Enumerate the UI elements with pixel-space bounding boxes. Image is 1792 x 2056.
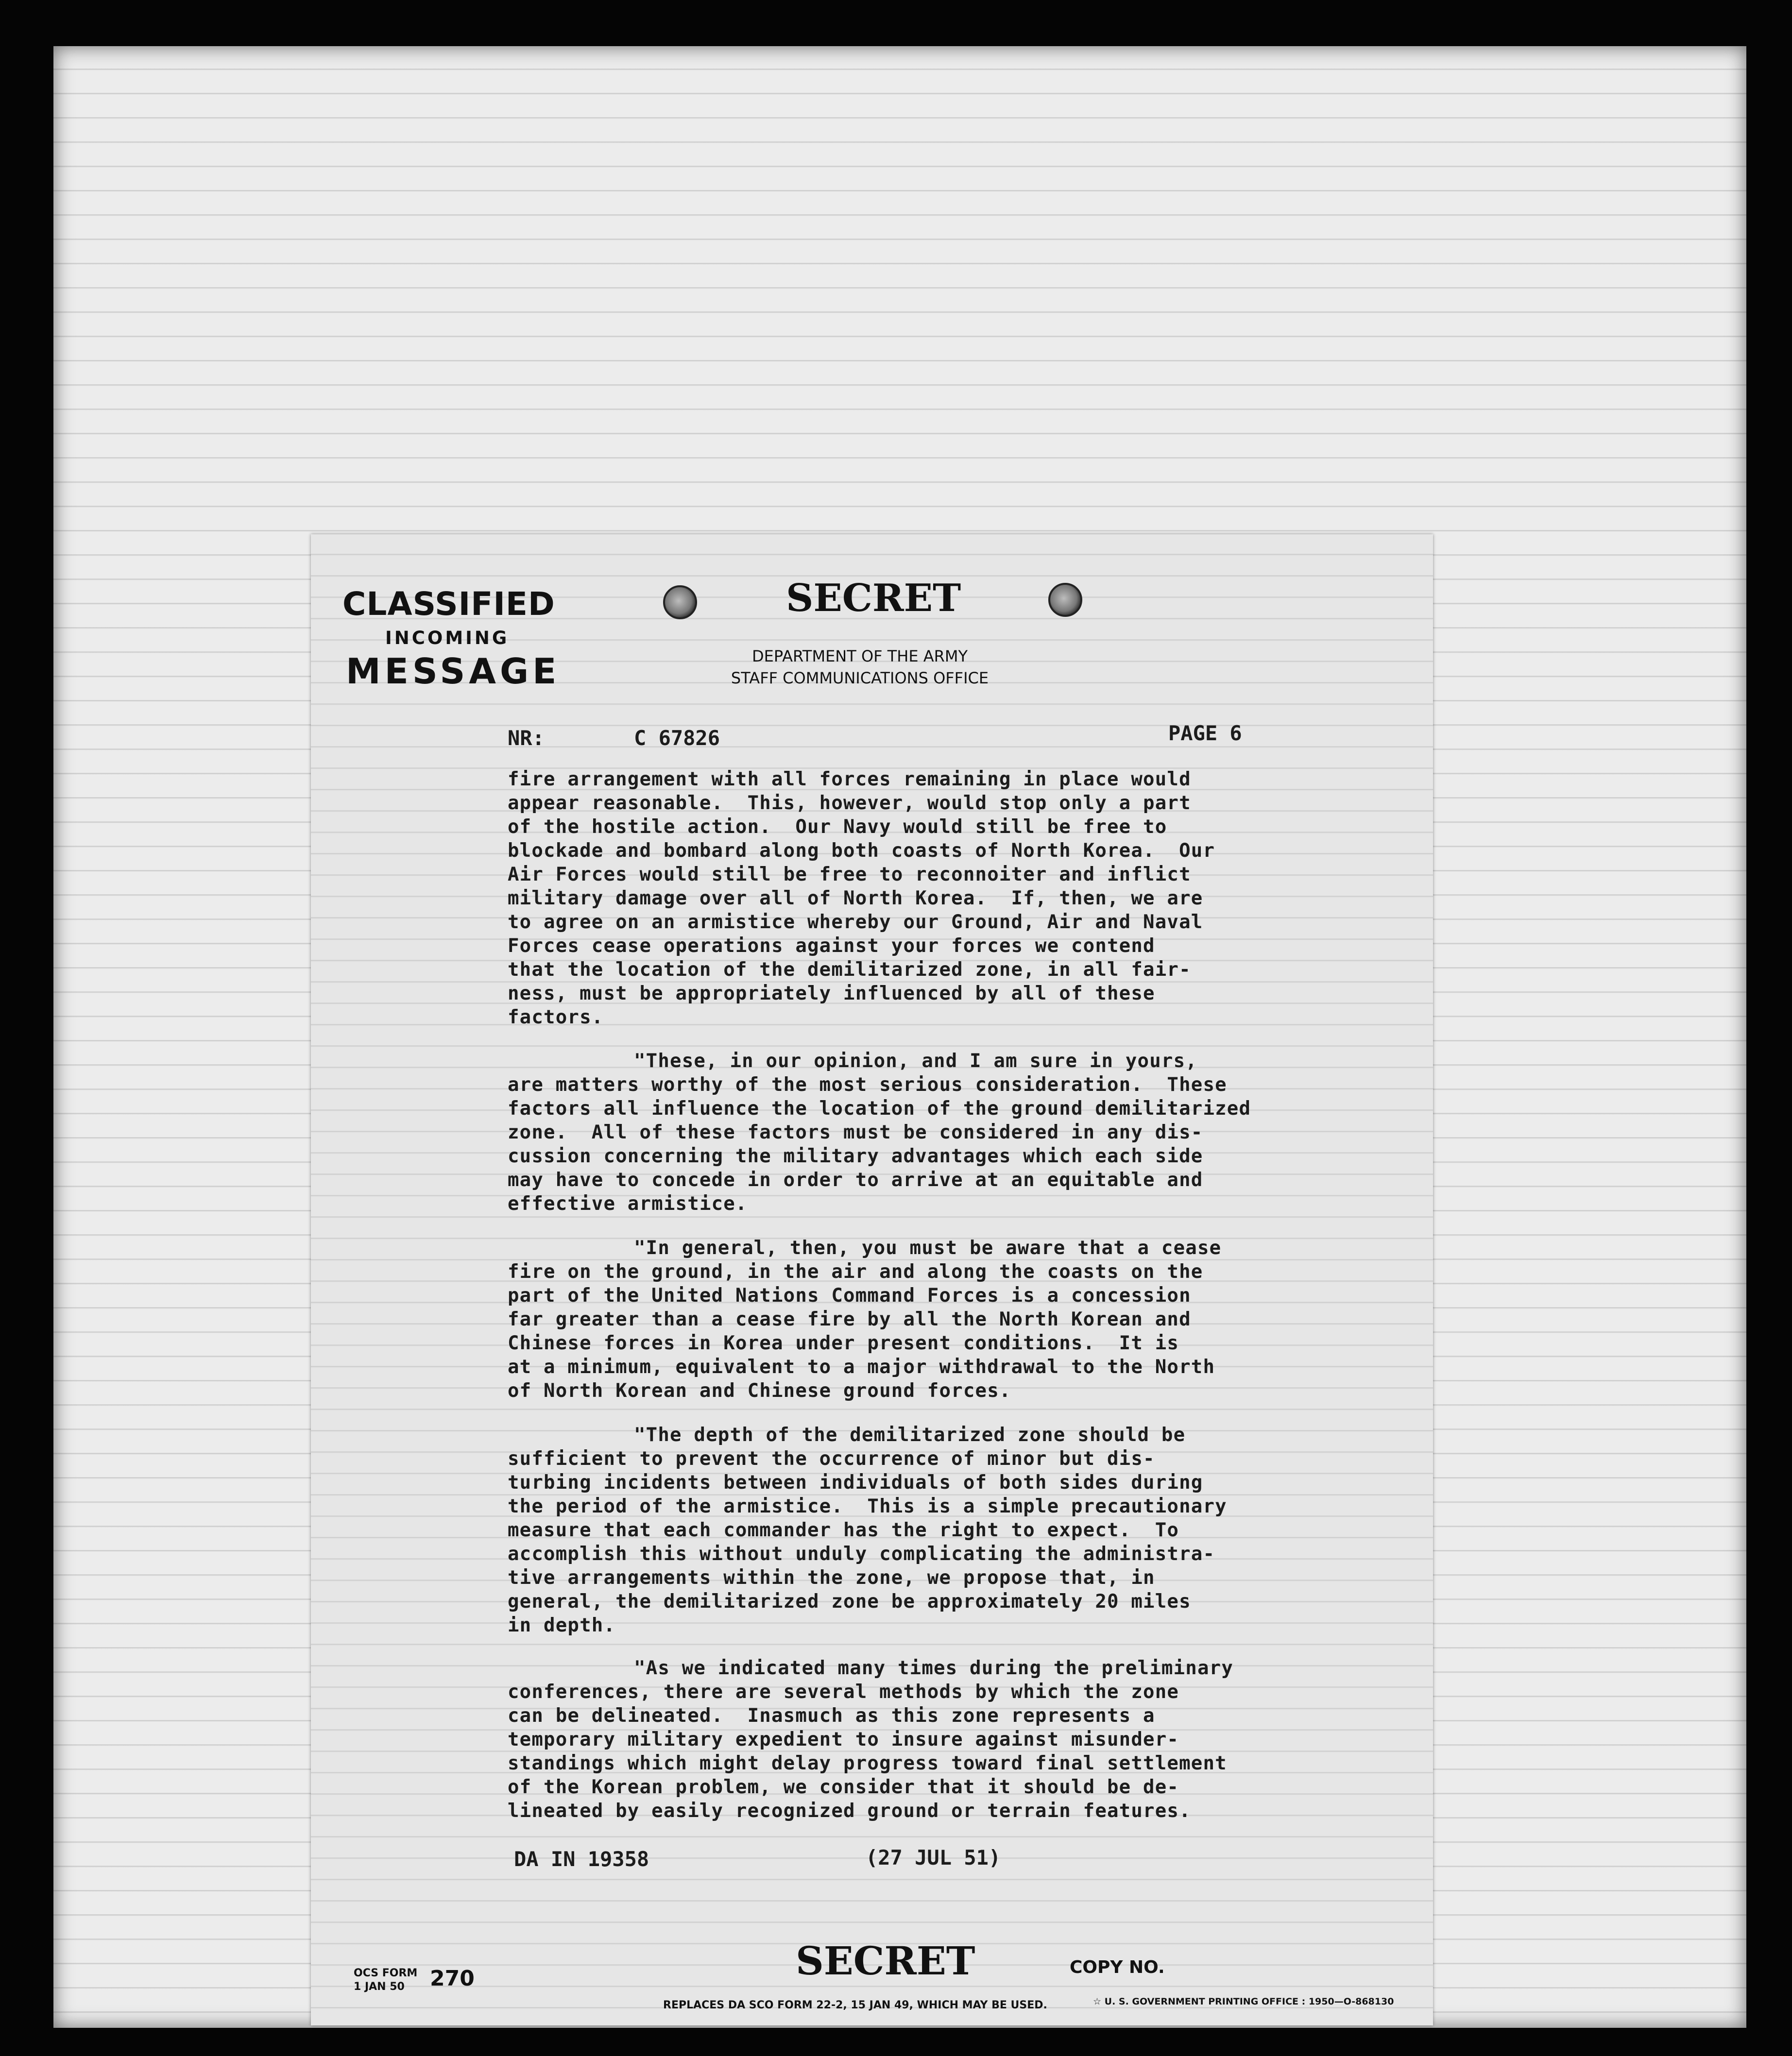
- body-line: blockade and bombard along both coasts of North Korea. Our: [508, 840, 1215, 862]
- form-number: 270: [430, 1966, 475, 1991]
- body-line: general, the demilitarized zone be approximately 20 miles: [508, 1591, 1191, 1613]
- classified-label: CLASSIFIED: [342, 585, 555, 623]
- body-line: turbing incidents between individuals of both sides during: [508, 1472, 1203, 1494]
- body-paragraph-2: [508, 1049, 1397, 1216]
- replaces-note: REPLACES DA SCO FORM 22-2, 15 JAN 49, WHICH MAY BE USED.: [663, 1999, 1047, 2011]
- body-line: "These, in our opinion, and I am sure in yours,: [634, 1050, 1197, 1072]
- body-line: appear reasonable. This, however, would stop only a part: [508, 792, 1191, 814]
- punch-hole-right: [1048, 583, 1082, 617]
- body-line: are matters worthy of the most serious consideration. These: [508, 1074, 1227, 1096]
- body-line: effective armistice.: [508, 1193, 748, 1215]
- body-line: ness, must be appropriately influenced by all of these: [508, 983, 1155, 1004]
- printing-office-note: ☆ U. S. GOVERNMENT PRINTING OFFICE : 1950—O-868130: [1093, 1996, 1394, 2007]
- body-line: factors all influence the location of the ground demilitarized: [508, 1098, 1251, 1120]
- body-line: military damage over all of North Korea. If, then, we are: [508, 887, 1203, 909]
- secret-bottom-label: SECRET: [796, 1938, 975, 1984]
- body-line: factors.: [508, 1006, 604, 1028]
- body-line: that the location of the demilitarized zone, in all fair-: [508, 959, 1191, 981]
- body-line: can be delineated. Inasmuch as this zone represents a: [508, 1705, 1155, 1727]
- body-line: in depth.: [508, 1614, 616, 1636]
- copy-number-label: COPY NO.: [1070, 1957, 1165, 1977]
- punch-hole-left: [663, 585, 697, 619]
- body-line: fire arrangement with all forces remaining in place would: [508, 768, 1191, 790]
- body-line: sufficient to prevent the occurrence of minor but dis-: [508, 1448, 1155, 1470]
- body-line: "As we indicated many times during the preliminary: [634, 1657, 1233, 1679]
- department-label: DEPARTMENT OF THE ARMY: [752, 647, 968, 665]
- body-line: the period of the armistice. This is a simple precautionary: [508, 1495, 1227, 1517]
- body-line: of the hostile action. Our Navy would still be free to: [508, 816, 1167, 838]
- message-date: (27 JUL 51): [866, 1846, 1001, 1869]
- nr-label: NR:: [508, 726, 545, 750]
- body-line: Chinese forces in Korea under present conditions. It is: [508, 1332, 1179, 1354]
- body-line: to agree on an armistice whereby our Ground, Air and Naval: [508, 911, 1203, 933]
- body-line: of North Korean and Chinese ground forces.: [508, 1380, 1011, 1402]
- body-paragraph-1: [508, 767, 1397, 1029]
- body-line: zone. All of these factors must be considered in any dis-: [508, 1121, 1203, 1143]
- da-in-number: DA IN 19358: [514, 1847, 649, 1871]
- body-line: standings which might delay progress toward final settlement: [508, 1752, 1227, 1774]
- nr-value: C 67826: [634, 726, 720, 750]
- body-line: may have to concede in order to arrive at an equitable and: [508, 1169, 1203, 1191]
- body-paragraph-4: [508, 1423, 1397, 1637]
- body-paragraph-5: [508, 1656, 1397, 1823]
- body-line: "The depth of the demilitarized zone should be: [634, 1424, 1186, 1446]
- body-line: at a minimum, equivalent to a major withdrawal to the North: [508, 1356, 1215, 1378]
- body-line: measure that each commander has the right to expect. To: [508, 1519, 1179, 1541]
- body-paragraph-3: [508, 1236, 1397, 1403]
- body-line: far greater than a cease fire by all the North Korean and: [508, 1308, 1191, 1330]
- body-line: lineated by easily recognized ground or terrain features.: [508, 1800, 1191, 1822]
- form-label-line1: OCS FORM: [354, 1967, 418, 1979]
- office-label: STAFF COMMUNICATIONS OFFICE: [731, 669, 989, 687]
- secret-top-label: SECRET: [786, 576, 961, 620]
- body-line: Forces cease operations against your forces we contend: [508, 935, 1155, 957]
- body-line: tive arrangements within the zone, we propose that, in: [508, 1567, 1155, 1589]
- body-line: of the Korean problem, we consider that it should be de-: [508, 1776, 1179, 1798]
- body-line: "In general, then, you must be aware that a cease: [634, 1237, 1222, 1259]
- body-line: accomplish this without unduly complicating the administra-: [508, 1543, 1215, 1565]
- form-label-line2: 1 JAN 50: [354, 1981, 405, 1993]
- body-line: part of the United Nations Command Forces is a concession: [508, 1285, 1191, 1307]
- body-line: conferences, there are several methods by which the zone: [508, 1681, 1179, 1703]
- body-line: cussion concerning the military advantages which each side: [508, 1145, 1203, 1167]
- body-line: fire on the ground, in the air and along the coasts on the: [508, 1261, 1203, 1283]
- body-line: Air Forces would still be free to reconnoiter and inflict: [508, 864, 1191, 885]
- page-number: PAGE 6: [1168, 721, 1242, 745]
- incoming-label: INCOMING: [385, 628, 510, 648]
- message-label: MESSAGE: [346, 651, 561, 692]
- body-line: temporary military expedient to insure against misunder-: [508, 1729, 1179, 1750]
